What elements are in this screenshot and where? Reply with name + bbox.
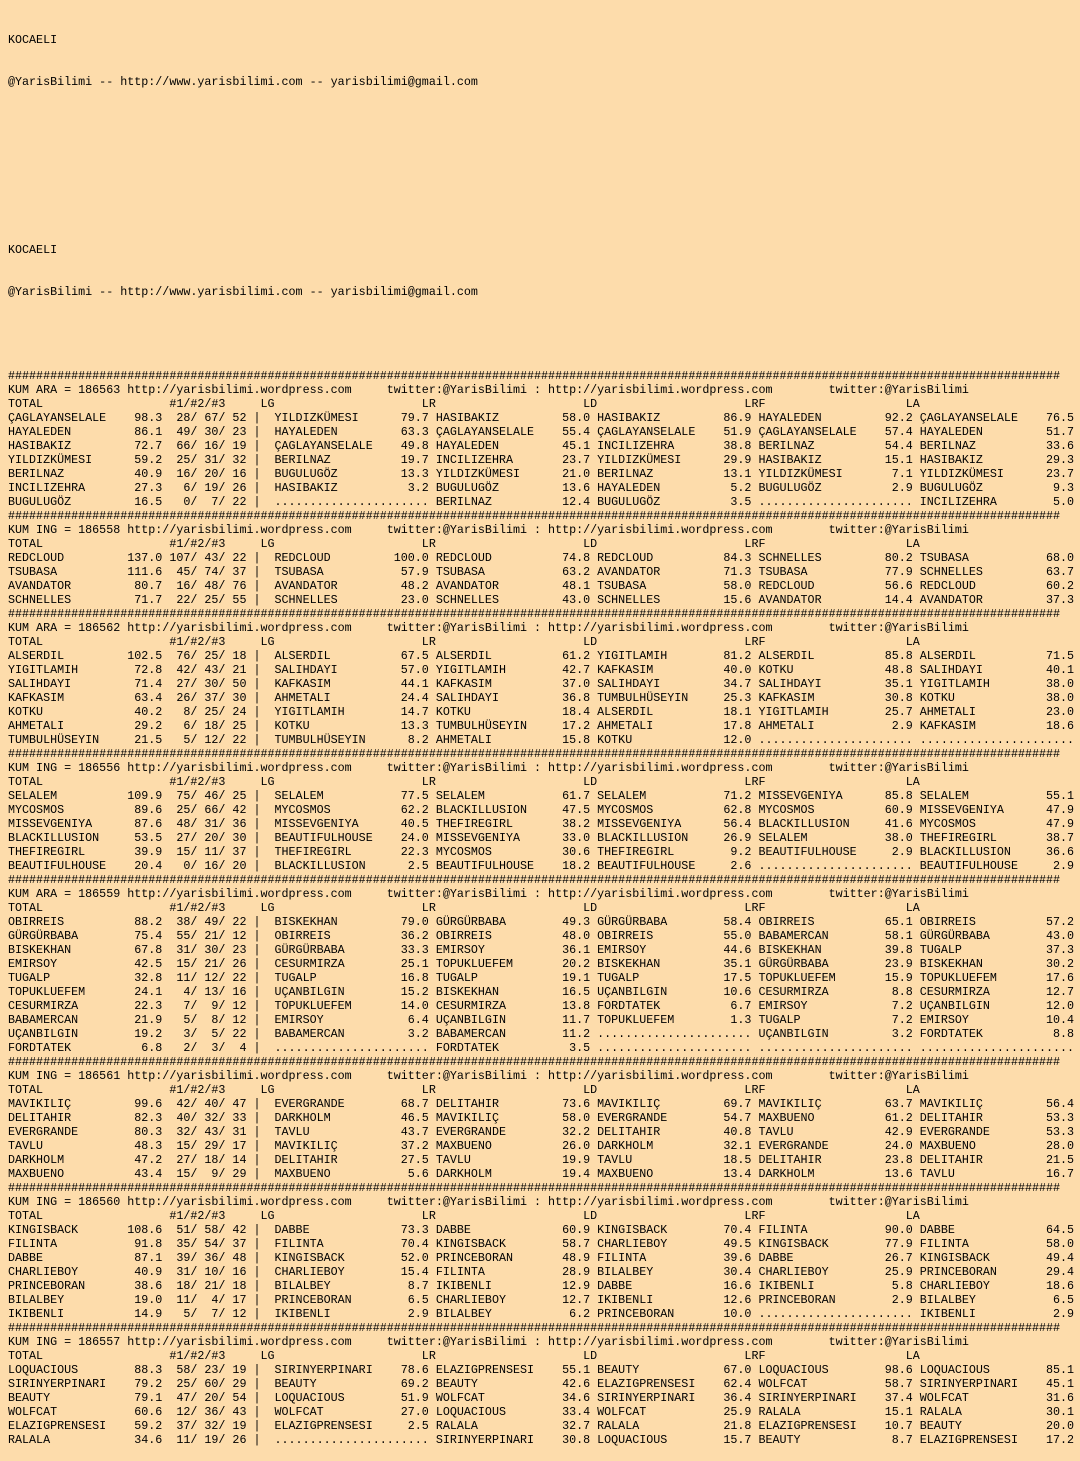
column-header: TOTAL #1/#2/#3 LG LR LD LRF LA [8,397,920,411]
result-row: MISSEVGENIYA 87.6 48/ 31/ 36 | MISSEVGENIYA 40.5 THEFIREGIRL 38.2 MISSEVGENIYA 56.4 BLACKILLUSION 41.6 MYCOSMOS 47.9 [8,817,1075,831]
result-row: YILDIZKÜMESI 59.2 25/ 31/ 32 | BERILNAZ 19.7 INCILIZEHRA 23.7 YILDIZKÜMESI 29.9 HASIBAKIZ 15.1 HASIBAKIZ 29.3 [8,453,1075,467]
column-header: TOTAL #1/#2/#3 LG LR LD LRF LA [8,635,920,649]
result-row: TUMBULHÜSEYIN 21.5 5/ 12/ 22 | TUMBULHÜSEYIN 8.2 AHMETALI 15.8 KOTKU 12.0 ...................... ...................... [8,733,1075,747]
race-block [8,747,1080,873]
result-row: RALALA 34.6 11/ 19/ 26 | ...................... SIRINYERPINARI 30.8 LOQUACIOUS 15.7 BEAUTY 8.7 ELAZIGPRENSESI 17.2 [8,1433,1075,1447]
race-block [8,1321,1080,1447]
result-row: KOTKU 40.2 8/ 25/ 24 | YIGITLAMIH 14.7 KOTKU 18.4 ALSERDIL 18.1 YIGITLAMIH 25.7 AHMETALI 23.0 [8,705,1075,719]
result-row: IKIBENLI 14.9 5/ 7/ 12 | IKIBENLI 2.9 BILALBEY 6.2 PRINCEBORAN 10.0 ...................... IKIBENLI 2.9 [8,1307,1075,1321]
result-row: BISKEKHAN 67.8 31/ 30/ 23 | GÜRGÜRBABA 33.3 EMIRSOY 36.1 EMIRSOY 44.6 BISKEKHAN 39.8 TUGALP 37.3 [8,943,1075,957]
result-row: ELAZIGPRENSESI 59.2 37/ 32/ 19 | ELAZIGPRENSESI 2.5 RALALA 32.7 RALALA 21.8 ELAZIGPRENSESI 10.7 BEAUTY 20.0 [8,1419,1075,1433]
result-row: BILALBEY 19.0 11/ 4/ 17 | PRINCEBORAN 6.5 CHARLIEBOY 12.7 IKIBENLI 12.6 PRINCEBORAN 2.9 BILALBEY 6.5 [8,1293,1075,1307]
result-row: THEFIREGIRL 39.9 15/ 11/ 37 | THEFIREGIRL 22.3 MYCOSMOS 30.6 THEFIREGIRL 9.2 BEAUTIFULHOUSE 2.9 BLACKILLUSION 36.6 [8,845,1075,859]
result-row: KINGISBACK 108.6 51/ 58/ 42 | DABBE 73.3 DABBE 60.9 KINGISBACK 70.4 FILINTA 90.0 DABBE 64.5 [8,1223,1075,1237]
result-row: TAVLU 48.3 15/ 29/ 17 | MAVIKILIÇ 37.2 MAXBUENO 26.0 DARKHOLM 32.1 EVERGRANDE 24.0 MAXBUENO 28.0 [8,1139,1075,1153]
result-row: REDCLOUD 137.0 107/ 43/ 22 | REDCLOUD 100.0 REDCLOUD 74.8 REDCLOUD 84.3 SCHNELLES 80.2 TSUBASA 68.0 [8,551,1075,565]
result-row: ALSERDIL 102.5 76/ 25/ 18 | ALSERDIL 67.5 ALSERDIL 61.2 YIGITLAMIH 81.2 ALSERDIL 85.8 ALSERDIL 71.5 [8,649,1075,663]
result-row: BABAMERCAN 21.9 5/ 8/ 12 | EMIRSOY 6.4 UÇANBILGIN 11.7 TOPUKLUEFEM 1.3 TUGALP 7.2 EMIRSOY 10.4 [8,1013,1075,1027]
result-row: FILINTA 91.8 35/ 54/ 37 | FILINTA 70.4 KINGISBACK 58.7 CHARLIEBOY 49.5 KINGISBACK 77.9 FILINTA 58.0 [8,1237,1075,1251]
race-title: KUM ING = 186557 http://yarisbilimi.wordpress.com twitter:@YarisBilimi : http://yarisbilimi.wordpress.com twitter:@YarisBilimi [8,1335,969,1349]
result-row: YIGITLAMIH 72.8 42/ 43/ 21 | SALIHDAYI 57.0 YIGITLAMIH 42.7 KAFKASIM 40.0 KOTKU 48.8 SALIHDAYI 40.1 [8,663,1075,677]
result-row: SALIHDAYI 71.4 27/ 30/ 50 | KAFKASIM 44.1 KAFKASIM 37.0 SALIHDAYI 34.7 SALIHDAYI 35.1 YIGITLAMIH 38.0 [8,677,1075,691]
result-row: BUGULUGÖZ 16.5 0/ 7/ 22 | ...................... BERILNAZ 12.4 BUGULUGÖZ 3.5 ...................... INCILIZEHRA 5.0 [8,495,1075,509]
header-contact: @YarisBilimi -- http://www.yarisbilimi.com -- yarisbilimi@gmail.com [8,75,478,89]
separator-line: ###################################################################################################################################################### [8,873,1061,887]
result-row: ÇAGLAYANSELALE 98.3 28/ 67/ 52 | YILDIZKÜMESI 79.7 HASIBAKIZ 58.0 HASIBAKIZ 86.9 HAYALEDEN 92.2 ÇAGLAYANSELALE 76.5 [8,411,1075,425]
column-header: TOTAL #1/#2/#3 LG LR LD LRF LA [8,901,920,915]
result-row: DABBE 87.1 39/ 36/ 48 | KINGISBACK 52.0 PRINCEBORAN 48.9 FILINTA 39.6 DABBE 26.7 KINGISBACK 49.4 [8,1251,1075,1265]
column-header: TOTAL #1/#2/#3 LG LR LD LRF LA [8,1209,920,1223]
separator-line: ###################################################################################################################################################### [8,747,1061,761]
result-row: MAXBUENO 43.4 15/ 9/ 29 | MAXBUENO 5.6 DARKHOLM 19.4 MAXBUENO 13.4 DARKHOLM 13.6 TAVLU 16.7 [8,1167,1075,1181]
column-header: TOTAL #1/#2/#3 LG LR LD LRF LA [8,775,920,789]
result-row: FORDTATEK 6.8 2/ 3/ 4 | ...................... FORDTATEK 3.5 ...................... ...................... ...................... [8,1041,1075,1055]
result-row: AHMETALI 29.2 6/ 18/ 25 | KOTKU 13.3 TUMBULHÜSEYIN 17.2 AHMETALI 17.8 AHMETALI 2.9 KAFKASIM 18.6 [8,719,1075,733]
result-row: SCHNELLES 71.7 22/ 25/ 55 | SCHNELLES 23.0 SCHNELLES 43.0 SCHNELLES 15.6 AVANDATOR 14.4 AVANDATOR 37.3 [8,593,1075,607]
result-row: LOQUACIOUS 88.3 58/ 23/ 19 | SIRINYERPINARI 78.6 ELAZIGPRENSESI 55.1 BEAUTY 67.0 LOQUACIOUS 98.6 LOQUACIOUS 85.1 [8,1363,1075,1377]
separator-line: ###################################################################################################################################################### [8,1181,1061,1195]
result-row: TSUBASA 111.6 45/ 74/ 37 | TSUBASA 57.9 TSUBASA 63.2 AVANDATOR 71.3 TSUBASA 77.9 SCHNELLES 63.7 [8,565,1075,579]
result-row: UÇANBILGIN 19.2 3/ 5/ 22 | BABAMERCAN 3.2 BABAMERCAN 11.2 ...................... UÇANBILGIN 3.2 FORDTATEK 8.8 [8,1027,1075,1041]
result-row: MAVIKILIÇ 99.6 42/ 40/ 47 | EVERGRANDE 68.7 DELITAHIR 73.6 MAVIKILIÇ 69.7 MAVIKILIÇ 63.7 MAVIKILIÇ 56.4 [8,1097,1075,1111]
result-row: DARKHOLM 47.2 27/ 18/ 14 | DELITAHIR 27.5 TAVLU 19.9 TAVLU 18.5 DELITAHIR 23.8 DELITAHIR 21.5 [8,1153,1075,1167]
race-title: KUM ARA = 186562 http://yarisbilimi.wordpress.com twitter:@YarisBilimi : http://yarisbilimi.wordpress.com twitter:@YarisBilimi [8,621,969,635]
result-row: AVANDATOR 80.7 16/ 48/ 76 | AVANDATOR 48.2 AVANDATOR 48.1 TSUBASA 58.0 REDCLOUD 56.6 REDCLOUD 60.2 [8,579,1075,593]
result-row: WOLFCAT 60.6 12/ 36/ 43 | WOLFCAT 27.0 LOQUACIOUS 33.4 WOLFCAT 25.9 RALALA 15.1 RALALA 30.1 [8,1405,1075,1419]
result-row: SIRINYERPINARI 79.2 25/ 60/ 29 | BEAUTY 69.2 BEAUTY 42.6 ELAZIGPRENSESI 62.4 WOLFCAT 58.7 SIRINYERPINARI 45.1 [8,1377,1075,1391]
race-title: KUM ARA = 186563 http://yarisbilimi.wordpress.com twitter:@YarisBilimi : http://yarisbilimi.wordpress.com twitter:@YarisBilimi [8,383,969,397]
column-header: TOTAL #1/#2/#3 LG LR LD LRF LA [8,1083,920,1097]
header-title: KOCAELI [8,243,58,257]
separator-line: ###################################################################################################################################################### [8,607,1061,621]
result-row: GÜRGÜRBABA 75.4 55/ 21/ 12 | OBIRREIS 36.2 OBIRREIS 48.0 OBIRREIS 55.0 BABAMERCAN 58.1 GÜRGÜRBABA 43.0 [8,929,1075,943]
result-row: BERILNAZ 40.9 16/ 20/ 16 | BUGULUGÖZ 13.3 YILDIZKÜMESI 21.0 BERILNAZ 13.1 YILDIZKÜMESI 7.1 YILDIZKÜMESI 23.7 [8,467,1075,481]
result-row: TOPUKLUEFEM 24.1 4/ 13/ 16 | UÇANBILGIN 15.2 BISKEKHAN 16.5 UÇANBILGIN 10.6 CESURMIRZA 8.8 CESURMIRZA 12.7 [8,985,1075,999]
result-row: CHARLIEBOY 40.9 31/ 10/ 16 | CHARLIEBOY 15.4 FILINTA 28.9 BILALBEY 30.4 CHARLIEBOY 25.9 PRINCEBORAN 29.4 [8,1265,1075,1279]
race-block [8,369,1080,509]
result-row: INCILIZEHRA 27.3 6/ 19/ 26 | HASIBAKIZ 3.2 BUGULUGÖZ 13.6 HAYALEDEN 5.2 BUGULUGÖZ 2.9 BUGULUGÖZ 9.3 [8,481,1075,495]
separator-line: ###################################################################################################################################################### [8,509,1061,523]
result-row: OBIRREIS 88.2 38/ 49/ 22 | BISKEKHAN 79.0 GÜRGÜRBABA 49.3 GÜRGÜRBABA 58.4 OBIRREIS 65.1 OBIRREIS 57.2 [8,915,1075,929]
result-row: TUGALP 32.8 11/ 12/ 22 | TUGALP 16.8 TUGALP 19.1 TUGALP 17.5 TOPUKLUEFEM 15.9 TOPUKLUEFEM 17.6 [8,971,1075,985]
race-block [8,873,1080,1055]
separator-line: ###################################################################################################################################################### [8,369,1061,383]
column-header: TOTAL #1/#2/#3 LG LR LD LRF LA [8,537,920,551]
race-list [8,369,1080,1447]
result-row: BEAUTY 79.1 47/ 20/ 54 | LOQUACIOUS 51.9 WOLFCAT 34.6 SIRINYERPINARI 36.4 SIRINYERPINARI 37.4 WOLFCAT 31.6 [8,1391,1075,1405]
race-block [8,1181,1080,1321]
column-header: TOTAL #1/#2/#3 LG LR LD LRF LA [8,1349,920,1363]
separator-line: ###################################################################################################################################################### [8,1321,1061,1335]
result-row: KAFKASIM 63.4 26/ 37/ 30 | AHMETALI 24.4 SALIHDAYI 36.8 TUMBULHÜSEYIN 25.3 KAFKASIM 30.8 KOTKU 38.0 [8,691,1075,705]
race-title: KUM ARA = 186559 http://yarisbilimi.wordpress.com twitter:@YarisBilimi : http://yarisbilimi.wordpress.com twitter:@YarisBilimi [8,887,969,901]
race-block [8,607,1080,747]
race-block [8,509,1080,607]
header-title: KOCAELI [8,33,58,47]
header-contact: @YarisBilimi -- http://www.yarisbilimi.com -- yarisbilimi@gmail.com [8,285,478,299]
result-row: CESURMIRZA 22.3 7/ 9/ 12 | TOPUKLUEFEM 14.0 CESURMIRZA 13.8 FORDTATEK 6.7 EMIRSOY 7.2 UÇANBILGIN 12.0 [8,999,1075,1013]
race-title: KUM ING = 186558 http://yarisbilimi.wordpress.com twitter:@YarisBilimi : http://yarisbilimi.wordpress.com twitter:@YarisBilimi [8,523,969,537]
result-row: HASIBAKIZ 72.7 66/ 16/ 19 | ÇAGLAYANSELALE 49.8 HAYALEDEN 45.1 INCILIZEHRA 38.8 BERILNAZ 54.4 BERILNAZ 33.6 [8,439,1075,453]
result-row: BLACKILLUSION 53.5 27/ 20/ 30 | BEAUTIFULHOUSE 24.0 MISSEVGENIYA 33.0 BLACKILLUSION 26.9 SELALEM 38.0 THEFIREGIRL 38.7 [8,831,1075,845]
race-block [8,1055,1080,1181]
race-title: KUM ING = 186556 http://yarisbilimi.wordpress.com twitter:@YarisBilimi : http://yarisbilimi.wordpress.com twitter:@YarisBilimi [8,761,969,775]
result-row: HAYALEDEN 86.1 49/ 30/ 23 | HAYALEDEN 63.3 ÇAGLAYANSELALE 55.4 ÇAGLAYANSELALE 51.9 ÇAGLAYANSELALE 57.4 HAYALEDEN 51.7 [8,425,1075,439]
result-row: EVERGRANDE 80.3 32/ 43/ 31 | TAVLU 43.7 EVERGRANDE 32.2 DELITAHIR 40.8 TAVLU 42.9 EVERGRANDE 53.3 [8,1125,1075,1139]
result-row: MYCOSMOS 89.6 25/ 66/ 42 | MYCOSMOS 62.2 BLACKILLUSION 47.5 MYCOSMOS 62.8 MYCOSMOS 60.9 MISSEVGENIYA 47.9 [8,803,1075,817]
result-row: SELALEM 109.9 75/ 46/ 25 | SELALEM 77.5 SELALEM 61.7 SELALEM 71.2 MISSEVGENIYA 85.8 SELALEM 55.1 [8,789,1075,803]
result-row: BEAUTIFULHOUSE 20.4 0/ 16/ 20 | BLACKILLUSION 2.5 BEAUTIFULHOUSE 18.2 BEAUTIFULHOUSE 2.6 ...................... BEAUTIFULHOUSE 2.9 [8,859,1075,873]
race-title: KUM ING = 186561 http://yarisbilimi.wordpress.com twitter:@YarisBilimi : http://yarisbilimi.wordpress.com twitter:@YarisBilimi [8,1069,969,1083]
race-title: KUM ING = 186560 http://yarisbilimi.wordpress.com twitter:@YarisBilimi : http://yarisbilimi.wordpress.com twitter:@YarisBilimi [8,1195,969,1209]
result-row: DELITAHIR 82.3 40/ 32/ 33 | DARKHOLM 46.5 MAVIKILIÇ 58.0 EVERGRANDE 54.7 MAXBUENO 61.2 DELITAHIR 53.3 [8,1111,1075,1125]
separator-line: ###################################################################################################################################################### [8,1055,1061,1069]
result-row: EMIRSOY 42.5 15/ 21/ 26 | CESURMIRZA 25.1 TOPUKLUEFEM 20.2 BISKEKHAN 35.1 GÜRGÜRBABA 23.9 BISKEKHAN 30.2 [8,957,1075,971]
result-row: PRINCEBORAN 38.6 18/ 21/ 18 | BILALBEY 8.7 IKIBENLI 12.9 DABBE 16.6 IKIBENLI 5.8 CHARLIEBOY 18.6 [8,1279,1075,1293]
